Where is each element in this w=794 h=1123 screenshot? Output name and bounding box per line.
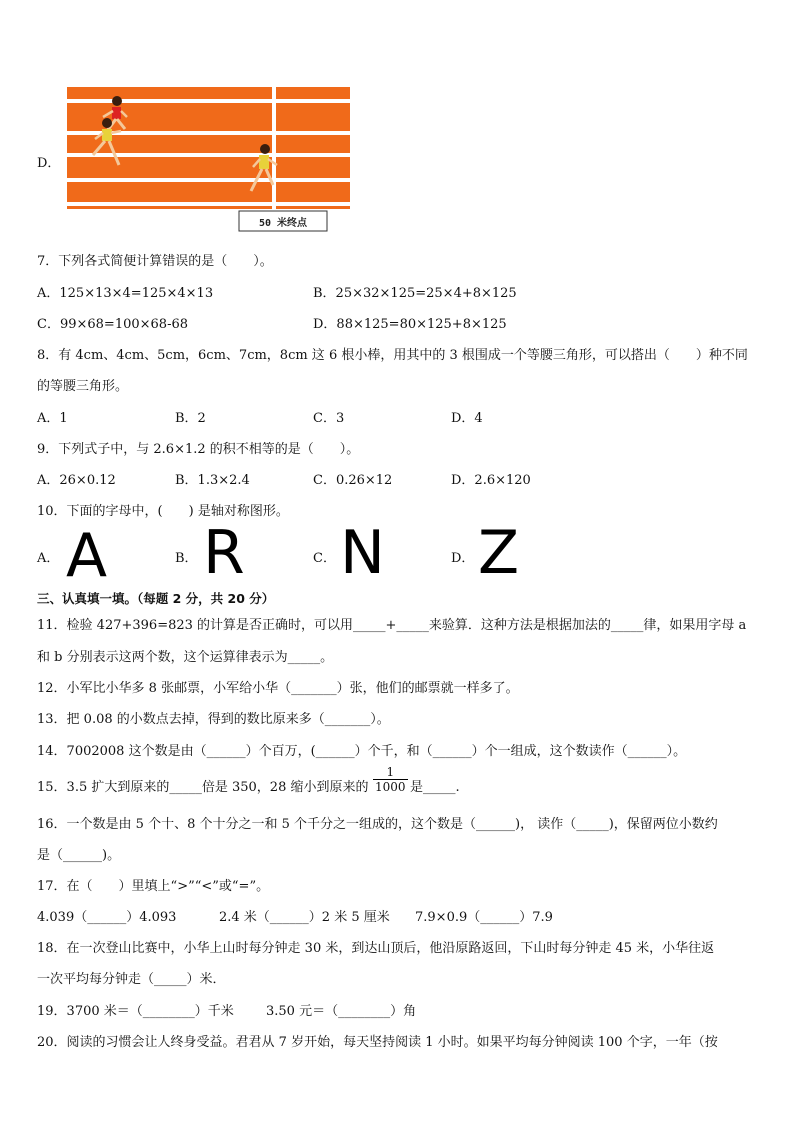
finish-line [272, 87, 276, 211]
q7-option-b[interactable]: B．25×32×125=25×4+8×125 [313, 286, 517, 301]
q17-item-3: 7.9×0.9（______）7.9 [415, 910, 553, 925]
q9-stem: 9．下列式子中，与 2.6×1.2 的积不相等的是（ ）。 [37, 442, 360, 457]
q19-item-2: 3.50 元＝（________）角 [266, 1004, 417, 1019]
q17-item-1: 4.039（______）4.093 [37, 910, 177, 925]
q10-option-b-label[interactable]: B． [175, 551, 198, 566]
q10-option-a-label[interactable]: A． [37, 551, 60, 566]
q20-line1: 20．阅读的习惯会让人终身受益。君君从 7 岁开始，每天坚持阅读 1 小时。如果平均每分钟阅读 100 个字，一年（按 [37, 1035, 718, 1050]
q7-stem: 7．下列各式简便计算错误的是（ ）。 [37, 254, 273, 269]
q7-option-a[interactable]: A．125×13×4=125×4×13 [37, 286, 214, 301]
q7-option-d[interactable]: D．88×125=80×125+8×125 [313, 317, 507, 332]
finish-sign-text: 50 米终点 [258, 218, 308, 229]
q11-line2: 和 b 分别表示这两个数，这个运算律表示为_____。 [37, 650, 334, 665]
q15-part2: 是_____. [410, 780, 460, 795]
q10-option-d-label[interactable]: D． [451, 551, 475, 566]
q9-option-a[interactable]: A．26×0.12 [37, 473, 116, 488]
q15-fraction [373, 765, 408, 794]
q8-option-a[interactable]: A．1 [37, 411, 68, 426]
q9-option-d[interactable]: D．2.6×120 [451, 473, 531, 488]
q9-option-c[interactable]: C．0.26×12 [313, 473, 393, 488]
q10-option-c-label[interactable]: C． [313, 551, 336, 566]
section-3-heading: 三、认真填一填。（每题 2 分，共 20 分） [37, 591, 275, 606]
q19-item-1: 19．3700 米＝（________）千米 [37, 1004, 234, 1019]
q18-line2: 一次平均每分钟走（_____）米． [37, 972, 226, 987]
q11-line1: 11．检验 427+396=823 的计算是否正确时，可以用_____+_____来验算．这种方法是根据加法的_____律，如果用字母 a [37, 618, 747, 633]
q6-option-d-label: D． [37, 156, 61, 171]
q9-option-b[interactable]: B．1.3×2.4 [175, 473, 250, 488]
q18-line1: 18．在一次登山比赛中，小华上山时每分钟走 30 米，到达山顶后，他沿原路返回，下山时每分钟走 45 米，小华往返 [37, 941, 715, 956]
q17-item-2: 2.4 米（______）2 米 5 厘米 [219, 910, 390, 925]
q8-stem-line2: 的等腰三角形。 [37, 379, 129, 394]
q16-line2: 是（______)。 [37, 848, 121, 863]
q10-letter-a: A [66, 521, 108, 591]
q16-line1: 16．一个数是由 5 个十、8 个十分之一和 5 个千分之一组成的，这个数是（______)， 读作（_____)，保留两位小数约 [37, 817, 718, 832]
q12-text: 12．小军比小华多 8 张邮票，小军给小华（_______）张，他们的邮票就一样多了。 [37, 681, 519, 696]
q14-text: 14．7002008 这个数是由（______）个百万，(______）个千，和（______）个一组成，这个数读作（______）。 [37, 744, 687, 759]
q10-letter-z: Z [478, 518, 520, 588]
q7-option-c[interactable]: C．99×68=100×68-68 [37, 317, 188, 332]
q15-part1: 15．3.5 扩大到原来的_____倍是 350，28 缩小到原来的 [37, 780, 369, 795]
q15-fraction-denominator: 1000 [375, 780, 406, 794]
q8-option-d[interactable]: D．4 [451, 411, 483, 426]
q13-text: 13．把 0.08 的小数点去掉，得到的数比原来多（_______）。 [37, 712, 390, 727]
q10-letter-n: N [340, 518, 385, 588]
q17-stem: 17．在（ ）里填上“>”“<”或“=”。 [37, 879, 270, 894]
q8-stem-line1: 8．有 4cm、4cm、5cm，6cm、7cm，8cm 这 6 根小棒，用其中的 3 根围成一个等腰三角形，可以搭出（ ）种不同 [37, 348, 748, 363]
q10-letter-r: R [203, 518, 245, 588]
q15-fraction-numerator: 1 [373, 765, 408, 780]
q10-stem: 10．下面的字母中，( ) 是轴对称图形。 [37, 504, 289, 519]
running-track-figure [67, 87, 350, 232]
q8-option-b[interactable]: B．2 [175, 411, 206, 426]
q8-option-c[interactable]: C．3 [313, 411, 345, 426]
